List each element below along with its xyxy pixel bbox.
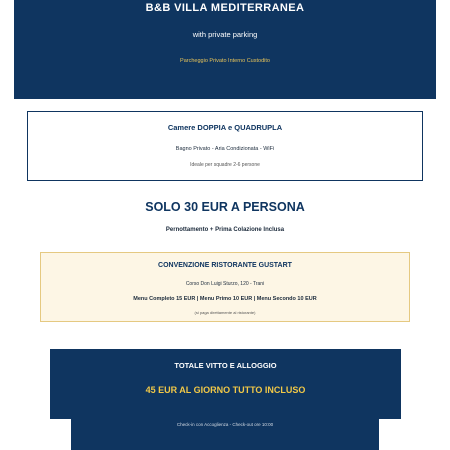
rooms-title: Camere DOPPIA e QUADRUPLA bbox=[167, 123, 283, 132]
restaurant-address: Corso Don Luigi Sturzo, 120 - Trani bbox=[185, 281, 265, 287]
hero-banner bbox=[14, 0, 436, 99]
checkin-banner bbox=[71, 419, 379, 450]
price-includes: Pernottamento + Prima Colazione Inclusa bbox=[165, 227, 285, 233]
rooms-features: Bagno Privato - Aria Condizionata - WiFi bbox=[175, 146, 275, 152]
rooms-card bbox=[27, 111, 423, 181]
hero-subtitle: with private parking bbox=[192, 30, 258, 39]
total-price: 45 EUR AL GIORNO TUTTO INCLUSO bbox=[145, 385, 306, 395]
checkin-info: Check-in con Accoglienza - Check-out ore 10:00 bbox=[176, 422, 274, 427]
restaurant-menu: Menu Completo 15 EUR | Menu Primo 10 EUR | Menu Secondo 10 EUR bbox=[133, 296, 317, 302]
rooms-capacity: Ideale per squadre 2-6 persone bbox=[190, 162, 260, 168]
total-banner bbox=[50, 349, 401, 419]
hero-title: B&B VILLA MEDITERRANEA bbox=[145, 2, 305, 14]
restaurant-note: (si paga direttamente al ristorante) bbox=[194, 310, 256, 315]
parking-note: Parcheggio Privato Interno Custodito bbox=[180, 58, 270, 64]
restaurant-card bbox=[40, 252, 410, 322]
restaurant-title: CONVENZIONE RISTORANTE GUSTART bbox=[158, 262, 292, 269]
price-headline: SOLO 30 EUR A PERSONA bbox=[145, 200, 305, 214]
total-title: TOTALE VITTO E ALLOGGIO bbox=[174, 361, 277, 370]
